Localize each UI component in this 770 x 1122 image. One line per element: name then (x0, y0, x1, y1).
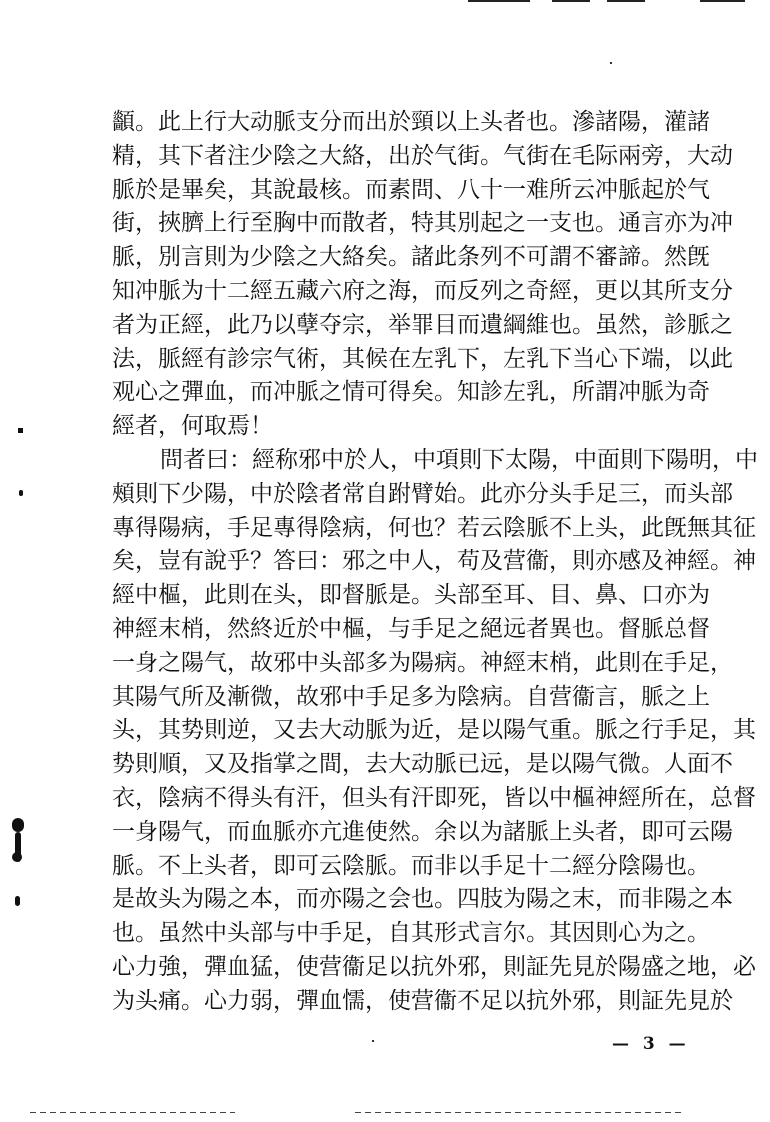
page-number: — 3 — (612, 1034, 690, 1054)
scan-noise (355, 1112, 685, 1113)
text-line: 街，挾臍上行至胸中而散者，特其別起之一支也。通言亦为冲 (112, 210, 733, 237)
text-line: 經者，何取焉！ (112, 413, 273, 440)
text-line: 精，其下者注少陰之大絡，出於气街。气街在毛际兩旁，大动 (112, 142, 733, 169)
text-line: 脈。不上头者，即可云陰脈。而非以手足十二經分陰陽也。 (112, 852, 710, 879)
scan-mark (12, 818, 24, 832)
text-line: 也。虽然中头部与中手足，自其形式言尔。其因則心为之。 (112, 920, 710, 947)
body-text (112, 106, 758, 1019)
paragraph-start-line: 問者曰：經称邪中於人，中項則下太陽，中面則下陽明，中 (160, 446, 758, 473)
text-line: 为头痛。心力弱，彈血懦，使营衞不足以抗外邪，則証先見於 (112, 987, 733, 1014)
scan-mark (12, 852, 22, 862)
text-line: 知冲脈为十二經五藏六府之海，而反列之奇經，更以其所支分 (112, 277, 733, 304)
text-line: 势則順，又及指掌之間，去大动脈已远，是以陽气微。人面不 (112, 751, 733, 778)
text-line: 神經末梢，然終近於中樞，与手足之絕远者異也。督脈总督 (112, 615, 710, 642)
text-line: 是故头为陽之本，而亦陽之会也。四肢为陽之末，而非陽之本 (112, 886, 733, 913)
scan-speck (610, 62, 612, 64)
scan-line (468, 0, 530, 2)
scan-line (607, 0, 645, 2)
text-line: 頰則下少陽，中於陰者常自跗臂始。此亦分头手足三，而头部 (112, 480, 733, 507)
scan-noise (30, 1112, 235, 1113)
scan-mark (18, 428, 23, 433)
text-line: 心力強，彈血猛，使营衞足以抗外邪，則証先見於陽盛之地，必 (112, 953, 756, 980)
text-line: 头，其势則逆，又去大动脈为近，是以陽气重。脈之行手足，其 (112, 717, 756, 744)
scan-mark (19, 490, 23, 496)
text-line: 矣，豈有說乎？答曰：邪之中人，苟及营衞，則亦感及神經。神 (112, 548, 756, 575)
text-line: 衣，陰病不得头有汗，但头有汗即死，皆以中樞神經所在，总督 (112, 784, 756, 811)
text-line: 者为正經，此乃以孽夺宗，举罪目而遺綱維也。虽然，診脈之 (112, 311, 733, 338)
text-line: 法，脈經有診宗气術，其候在左乳下，左乳下当心下端，以此 (112, 345, 733, 372)
text-line: 經中樞，此則在头，即督脈是。头部至耳、目、鼻、口亦为 (112, 582, 710, 609)
scan-line (700, 0, 745, 2)
text-line: 观心之彈血，而冲脈之情可得矣。知診左乳，所謂冲脈为奇 (112, 379, 710, 406)
text-line: 脈，別言則为少陰之大絡矣。諸此条列不可謂不審諦。然旣 (112, 244, 710, 271)
text-line: 一身之陽气，故邪中头部多为陽病。神經末梢，此則在手足， (112, 649, 733, 676)
text-line: 一身陽气，而血脈亦亢進使然。余以为諸脈上头者，即可云陽 (112, 818, 733, 845)
scan-mark (15, 896, 20, 906)
text-line: 顲。此上行大动脈支分而出於頸以上头者也。滲諸陽，灌諸 (112, 109, 710, 135)
scan-line (552, 0, 590, 2)
text-line: 專得陽病，手足專得陰病，何也？若云陰脈不上头，此旣無其征 (112, 514, 756, 541)
text-line: 其陽气所及漸微，故邪中手足多为陰病。自营衞言，脈之上 (112, 683, 710, 710)
text-line: 脈於是畢矣，其說最核。而素問、八十一难所云冲脈起於气 (112, 176, 710, 203)
scan-speck (372, 1040, 374, 1042)
